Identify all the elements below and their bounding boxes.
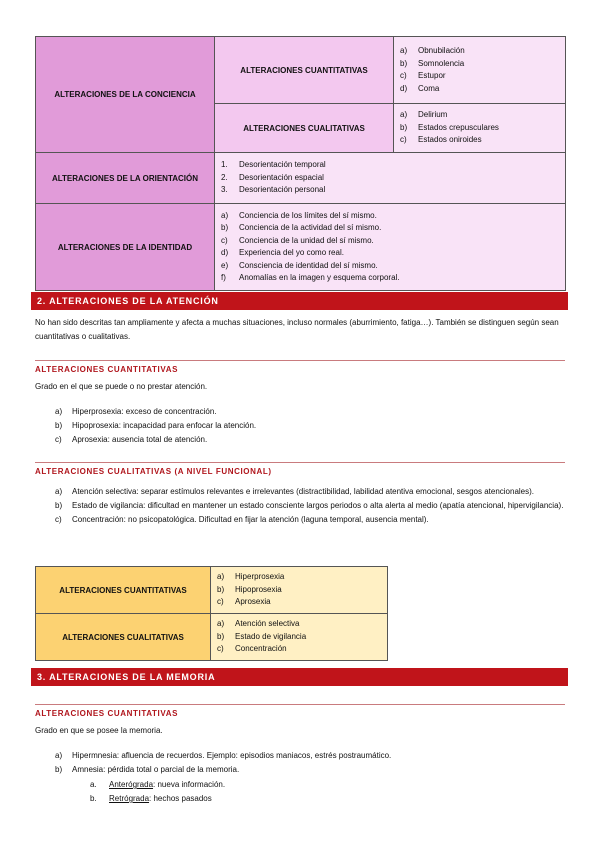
alteraciones-table [35, 36, 566, 291]
atencion-summary-table [35, 566, 388, 661]
list-item: d) Coma [400, 83, 440, 93]
list-item: d) Experiencia del yo como real. [221, 248, 344, 257]
list-item: b) Hipoprosexia: incapacidad para enfocar la atención. [55, 421, 257, 430]
list-item: b) Estado de vigilancia [217, 631, 307, 641]
section-3-list [55, 749, 565, 777]
list-item: a) Atención selectiva [217, 619, 300, 629]
amnesia-sublist [90, 778, 490, 806]
cualitativas-items-cell [211, 614, 388, 661]
section-2-cualitativas-list [55, 485, 565, 527]
list-item: b) Estado de vigilancia: dificultad en mantener un estado consciente largos periodos o alta alerta al medio (apatía atencional, hipervigilancia). [55, 501, 564, 510]
list-item: 1. Desorientación temporal [221, 160, 326, 170]
list-item: a) Hipermnesia: afluencia de recuerdos. Ejemplo: episodios maniacos, estrés postraumático. [55, 751, 392, 760]
cualitativas-label: ALTERACIONES CUALITATIVAS [215, 104, 394, 153]
section-2-heading: 2. ALTERACIONES DE LA ATENCIÓN [31, 292, 568, 310]
list-item: b) Amnesia: pérdida total o parcial de la memoria. [55, 765, 240, 774]
section-2-cuantitativas-list [55, 405, 565, 447]
cualitativas-label: ALTERACIONES CUALITATIVAS [36, 614, 211, 661]
list-item: c) Concentración: no psicopatológica. Dificultad en fijar la atención (laguna temporal, ausencia mental). [55, 515, 429, 524]
list-item: a) Delirium [400, 110, 448, 120]
section-2-intro: No han sido descritas tan ampliamente y afecta a muchas situaciones, incluso normales (aburrimiento, fatiga…). También se distinguen según sean cuantitativas o cualitativas. [35, 318, 559, 341]
list-item: b) Conciencia de la actividad del sí mismo. [221, 223, 382, 232]
cuantitativas-items-cell [211, 567, 388, 614]
list-item: a) Hiperprosexia [217, 572, 285, 582]
list-item: c) Estados oniroides [400, 135, 482, 145]
cualitativas-list [400, 109, 559, 147]
list-item: a) Atención selectiva: separar estímulos relevantes e irrelevantes (distractibilidad, labilidad atentiva emocional, sesgos atencionales). [55, 487, 535, 496]
list-item: b) Estados crepusculares [400, 122, 499, 132]
section-2-cuantitativas-description: Grado en el que se puede o no prestar atención. [35, 382, 208, 391]
list-item: a. Anterógrada: nueva información. [90, 780, 226, 789]
list-item: c) Aprosexia [217, 597, 271, 607]
cuantitativas-items-cell [394, 37, 566, 104]
cualitativas-list [217, 618, 381, 656]
list-item: e) Consciencia de identidad del sí mismo. [221, 260, 378, 270]
list-item: c) Conciencia de la unidad del sí mismo. [221, 235, 374, 245]
list-item: c) Concentración [217, 644, 287, 654]
identidad-list [221, 210, 559, 285]
section-3-cuantitativas-heading: ALTERACIONES CUANTITATIVAS [35, 704, 565, 718]
cuantitativas-list [400, 45, 559, 95]
list-item: 2. Desorientación espacial [221, 172, 324, 182]
cuantitativas-label: ALTERACIONES CUANTITATIVAS [215, 37, 394, 104]
identidad-items-cell [215, 204, 566, 291]
list-item: a) Conciencia de los límites del sí mismo. [221, 210, 377, 220]
section-3-cuantitativas-description: Grado en que se posee la memoria. [35, 726, 163, 735]
list-item: 3. Desorientación personal [221, 185, 326, 195]
list-item: a) Obnubilación [400, 46, 465, 55]
list-item: c) Aprosexia: ausencia total de atención. [55, 435, 208, 444]
cuantitativas-label: ALTERACIONES CUANTITATIVAS [36, 567, 211, 614]
list-item: c) Estupor [400, 71, 446, 80]
row-label-conciencia: ALTERACIONES DE LA CONCIENCIA [36, 37, 215, 153]
list-item: a) Hiperprosexia: exceso de concentración. [55, 407, 217, 416]
orientacion-list [221, 159, 559, 197]
row-label-orientacion: ALTERACIONES DE LA ORIENTACIÓN [36, 153, 215, 204]
row-label-identidad: ALTERACIONES DE LA IDENTIDAD [36, 204, 215, 291]
cuantitativas-list [217, 571, 381, 609]
list-item: b) Hipoprosexia [217, 584, 282, 594]
list-item: f) Anomalías en la imagen y esquema corporal. [221, 273, 400, 282]
list-item: b. Retrógrada: hechos pasados [90, 794, 212, 803]
list-item: b) Somnolencia [400, 58, 465, 68]
section-3-heading: 3. ALTERACIONES DE LA MEMORIA [31, 668, 568, 686]
cualitativas-items-cell [394, 104, 566, 153]
orientacion-items-cell [215, 153, 566, 204]
section-2-cualitativas-heading: ALTERACIONES CUALITATIVAS (A NIVEL FUNCIONAL) [35, 462, 565, 476]
section-2-cuantitativas-heading: ALTERACIONES CUANTITATIVAS [35, 360, 565, 374]
